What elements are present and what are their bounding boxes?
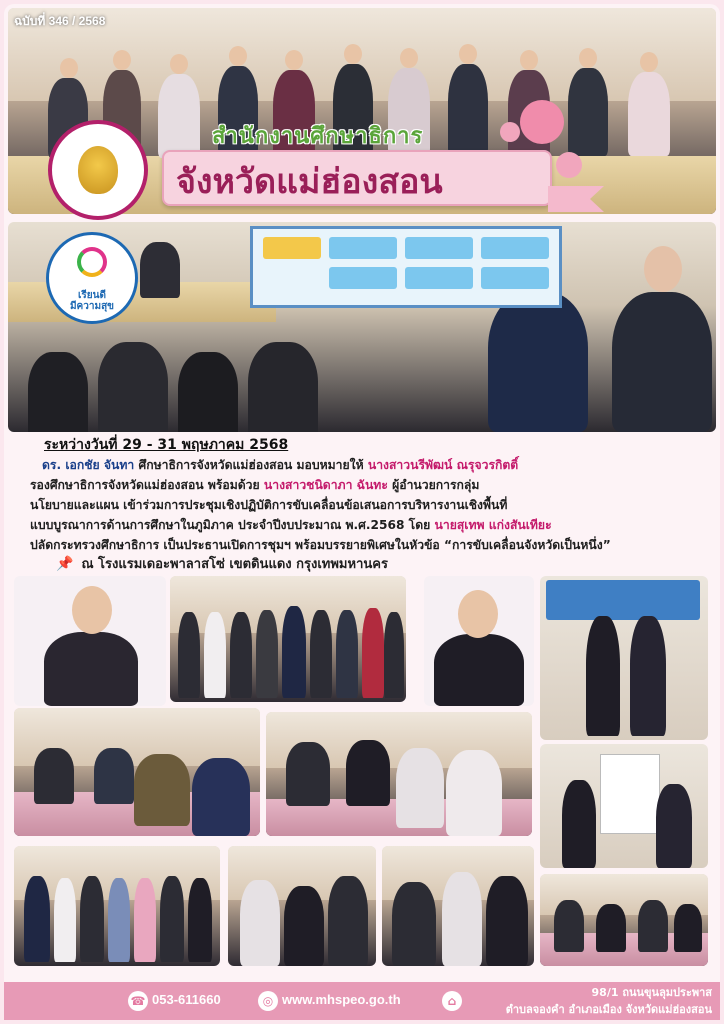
home-icon: ⌂: [442, 991, 462, 1011]
collage-photo: [266, 712, 532, 836]
director-name: ดร. เอกชัย จันทา: [42, 458, 135, 472]
flower-decoration: [556, 152, 582, 178]
event-date: ระหว่างวันที่ 29 - 31 พฤษภาคม 2568: [44, 437, 289, 453]
collage-photo: [382, 846, 534, 966]
article-text: แบบบูรณาการด้านการศึกษาในภูมิภาค ประจำปีงบประมาณ พ.ศ.2568 โดย: [30, 518, 435, 532]
address-line-1: 98/1 ถนนขุนลุมประพาส: [591, 986, 712, 999]
article-text: รองศึกษาธิการจังหวัดแม่ฮ่องสอน พร้อมด้วย: [30, 478, 264, 492]
article-text: ผู้อำนวยการกลุ่ม: [387, 478, 480, 492]
flower-decoration: [500, 122, 520, 142]
article-line-3: นโยบายและแผน เข้าร่วมการประชุมเชิงปฏิบัติการขับเคลื่อนข้อเสนอการบริหารงานเชิงพื้นที่: [30, 498, 508, 512]
phone-icon: ☎: [128, 991, 148, 1011]
deputy-name: นางสาวนรีพัฒน์ ณรุจวรกิตติ์: [367, 458, 519, 472]
venue-text: ณ โรงแรมเดอะพาลาสโซ่ เขตดินแดง กรุงเทพมหานคร: [81, 557, 388, 572]
collage-photo: [14, 846, 220, 966]
address-line-2: ตำบลจองคำ อำเภอเมือง จังหวัดแม่ฮ่องสอน: [505, 1003, 712, 1016]
phone-number: 053-611660: [152, 992, 221, 1007]
article-body: [30, 455, 712, 555]
globe-icon: ◎: [258, 991, 278, 1011]
collage-photo: [228, 846, 376, 966]
venue: [56, 553, 388, 574]
collage-photo: [540, 874, 708, 966]
office-seal-logo: [48, 120, 148, 220]
badge-line-1: เรียนดี: [78, 290, 106, 301]
collage-photo: [14, 576, 166, 706]
collage-photo: [540, 744, 708, 868]
planning-director-name: นางสาวชนิดาภา ฉันทะ: [263, 478, 388, 492]
website-link[interactable]: www.mhspeo.go.th: [282, 992, 401, 1007]
permanent-secretary-name: นายสุเทพ แก่งสันเทียะ: [434, 518, 552, 532]
office-title: สำนักงานศึกษาธิการ: [212, 124, 424, 149]
presentation-screen: [250, 226, 562, 308]
collage-photo: [14, 708, 260, 836]
happy-learning-text: [54, 290, 130, 312]
collage-photo: [424, 576, 534, 706]
badge-line-2: มีความสุข: [69, 301, 115, 312]
pushpin-icon: 📌: [56, 556, 74, 572]
flower-decoration: [520, 100, 564, 144]
article-line-5: ปลัดกระทรวงศึกษาธิการ เป็นประธานเปิดการชุมฯ พร้อมบรรยายพิเศษในหัวข้อ “การขับเคลื่อนจังหวัดเป็นหนึ่ง”: [30, 538, 611, 552]
article-line-4: [30, 515, 712, 535]
office-address: [506, 984, 712, 1018]
article-text: ศึกษาธิการจังหวัดแม่ฮ่องสอน มอบหมายให้: [134, 458, 368, 472]
collage-photo: [540, 576, 708, 740]
article-line-1: [30, 455, 712, 475]
province-title: จังหวัดแม่ฮ่องสอน: [176, 162, 443, 202]
article-line-2: [30, 475, 712, 495]
collage-photo: [170, 576, 406, 702]
issue-number: ฉบับที่ 346 / 2568: [14, 14, 106, 28]
